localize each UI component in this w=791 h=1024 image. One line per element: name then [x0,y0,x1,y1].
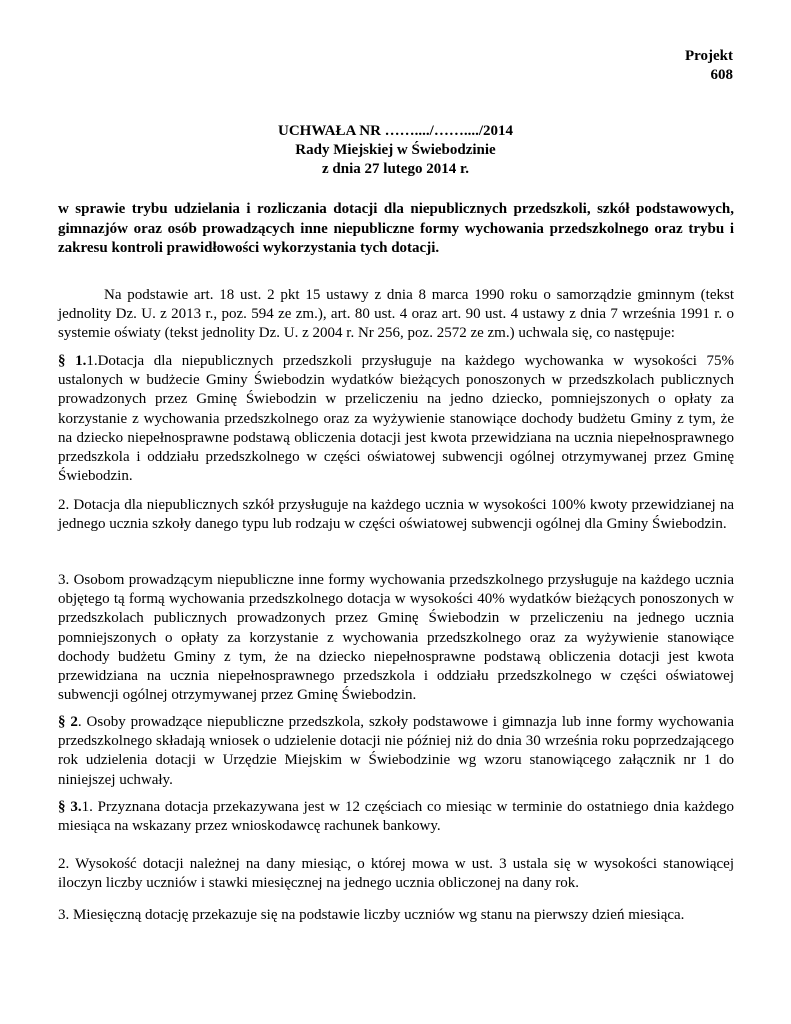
resolution-date: z dnia 27 lutego 2014 r. [322,161,469,177]
resolution-title [0,122,791,179]
section-2-paragraph [58,713,734,790]
project-label: Projekt [684,48,733,64]
section-3-paragraph-1 [58,798,734,836]
section-1-p1-prefix: 1. [86,353,98,369]
section-3-paragraph-3: 3. Miesięczną dotację przekazuje się na podstawie liczby uczniów wg stanu na pierwszy dzień miesiąca. [58,907,685,923]
project-label-block [685,47,733,85]
section-3-marker: § 3. [58,799,82,815]
section-1-paragraph-1 [58,352,734,486]
council-name: Rady Miejskiej w Świebodzinie [295,142,496,158]
section-1-p1-text: Dotacja dla niepublicznych przedszkoli przysługuje na każdego wychowanka w wysokości 75% ustalonych w budżecie Gminy Świebodzin wydatków bieżących ponoszonych w przedszkolach publicznych prowadzonych przez Gminę Świebodzin w przeliczeniu na jedno dziecko, pomniejszonych o opłaty za korzystanie z wychowania przedszkolnego oraz za wyżywienie stanowiące dochody budżetu Gminy z tym, że na dziecko niepełnosprawne podstawą obliczenia dotacji jest kwota przewidziana na ucznia niepełnosprawnego przedszkola i oddziału przedszkolnego w części oświatowej subwencji ogólnej otrzymywanej przez Gminę Świebodzin. [58,353,734,485]
section-2-marker: § 2 [58,714,78,730]
section-1-marker: § 1. [58,353,87,369]
section-1-paragraph-3: 3. Osobom prowadzącym niepubliczne inne formy wychowania przedszkolnego przysługuje na każdego ucznia objętego tą formą wychowania przedszkolnego dotacja w wysokości 40% wydatków bieżących ponoszonych w przedszkolach publicznych prowadzonych przez Gminę Świebodzin w przeliczeniu na jednego ucznia pomniejszonych o opłaty za korzystanie z wychowania przedszkolnego oraz za wyżywienie stanowiące dochody budżetu Gminy z tym, że na dziecko niepełnosprawne podstawą obliczenia dotacji jest kwota przewidziana na ucznia niepełnosprawnego przedszkola i oddziału przedszkolnego w części oświatowej subwencji ogólnej otrzymywanej przez Gminę Świebodzin. [58,572,734,704]
project-number: 608 [710,67,733,83]
section-2-text: . Osoby prowadzące niepubliczne przedszkola, szkoły podstawowe i gimnazja lub inne formy wychowania przedszkolnego składają wniosek o udzielenie dotacji nie później niż do dnia 30 września roku poprzedzającego rok udzielenia dotacji w Urzędzie Miejskim w Świebodzinie wg wzoru stanowiącego załącznik nr 1 do niniejszej uchwały. [58,714,734,788]
section-3-paragraph-2: 2. Wysokość dotacji należnej na dany miesiąc, o której mowa w ust. 3 ustala się w wysokości stanowiącej iloczyn liczby uczniów i stawki miesięcznej na jednego ucznia obliczonej na dany rok. [58,856,734,892]
section-3-p1-text: 1. Przyznana dotacja przekazywana jest w 12 częściach co miesiąc w terminie do ostatniego dnia każdego miesiąca na wskazany przez wnioskodawcę rachunek bankowy. [58,799,735,835]
section-1-paragraph-2: 2. Dotacja dla niepublicznych szkół przysługuje na każdego ucznia w wysokości 100% kwoty przewidzianej na jednego ucznia szkoły danego typu lub rodzaju w części oświatowej subwencji ogólnej dla Gminy Świebodzin. [58,497,734,533]
resolution-number: UCHWAŁA NR ……..../……..../2014 [277,123,513,139]
preamble: Na podstawie art. 18 ust. 2 pkt 15 ustawy z dnia 8 marca 1990 roku o samorządzie gminnym (tekst jednolity Dz. U. z 2013 r., poz. 594 ze zm.), art. 80 ust. 4 oraz art. 90 ust. 4 ustawy z dnia 7 września 1991 r. o systemie oświaty (tekst jednolity Dz. U. z 2004 r. Nr 256, poz. 2572 ze zm.) uchwala się, co następuje: [58,287,734,342]
resolution-subject: w sprawie trybu udzielania i rozliczania dotacji dla niepublicznych przedszkoli, szkół podstawowych, gimnazjów oraz osób prowadzących inne niepubliczne formy wychowania przedszkolnego oraz trybu i zakresu kontroli prawidłowości wykorzystania tych dotacji. [58,201,734,256]
